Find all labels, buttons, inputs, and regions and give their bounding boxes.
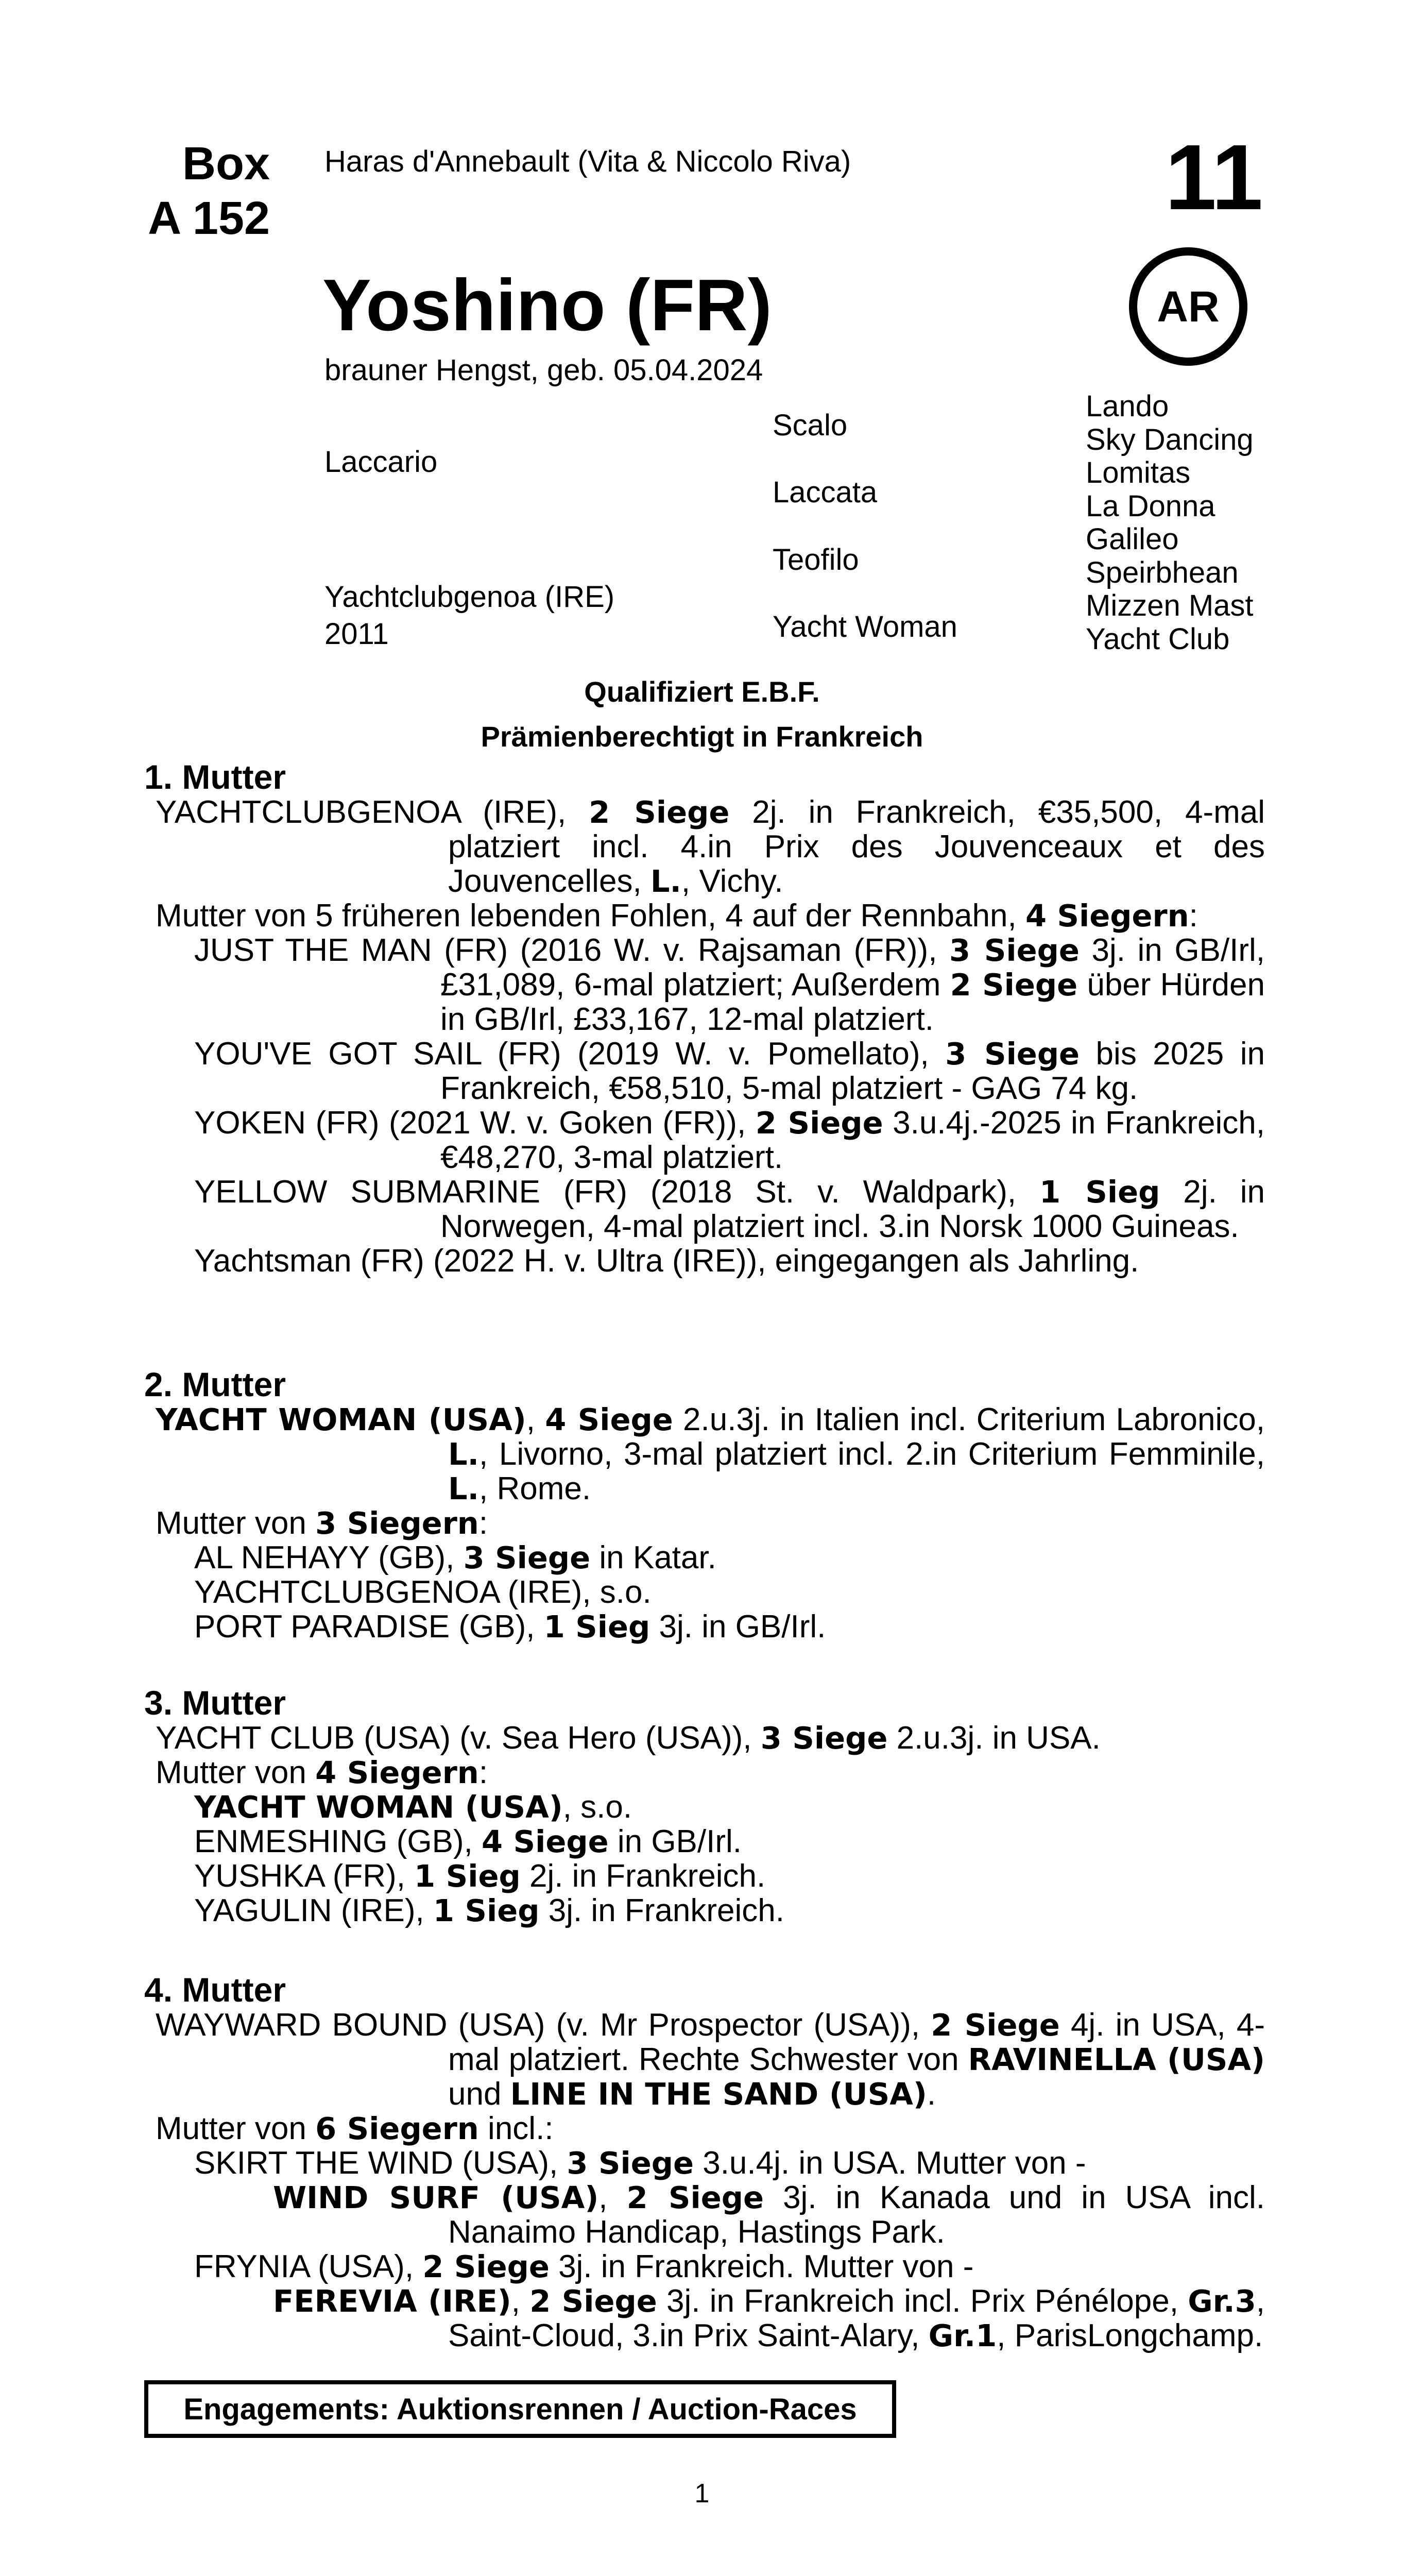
section-heading: 3. Mutter (144, 1684, 286, 1722)
offspring-entry: YOU'VE GOT SAIL (FR) (2019 W. v. Pomellato), 3 Siege bis 2025 in Frankreich, €58,510, 5-mal platziert - GAG 74 kg. (194, 1036, 1265, 1106)
grand-offspring-entry: WIND SURF (USA), 2 Siege 3j. in Kanada und in USA incl. Nanaimo Handicap, Hastings Park. (273, 2180, 1265, 2250)
grand-offspring-entry: FEREVIA (IRE), 2 Siege 3j. in Frankreich incl. Prix Pénélope, Gr.3, Saint-Cloud, 3.in Prix Saint-Alary, Gr.1, ParisLongchamp. (273, 2283, 1265, 2353)
horse-description: brauner Hengst, geb. 05.04.2024 (324, 353, 763, 387)
box-line1: Box (182, 138, 270, 190)
offspring-entry: PORT PARADISE (GB), 1 Sieg 3j. in GB/Irl. (194, 1609, 826, 1645)
pedigree-dam: Yachtclubgenoa (IRE) (324, 580, 615, 614)
section-2-mutter (144, 1366, 1265, 1644)
ggp-7: Mizzen Mast (1086, 589, 1254, 622)
offspring-entry: YAGULIN (IRE), 1 Sieg 3j. in Frankreich. (194, 1893, 784, 1928)
ggp-2: Sky Dancing (1086, 422, 1254, 456)
ggp-4: La Donna (1086, 489, 1215, 523)
breeder: Haras d'Annebault (Vita & Niccolo Riva) (324, 145, 851, 178)
ar-badge-label: AR (1157, 282, 1220, 331)
offspring-entry: YOKEN (FR) (2021 W. v. Goken (FR)), 2 Siege 3.u.4j.-2025 in Frankreich, €48,270, 3-mal platziert. (194, 1105, 1265, 1175)
section-3-mutter (144, 1685, 1265, 1928)
section-heading: 4. Mutter (144, 1971, 286, 2009)
engagements-text: Engagements: Auktionsrennen / Auction-Races (183, 2392, 857, 2426)
produce-summary: Mutter von 5 früheren lebenden Fohlen, 4 auf der Rennbahn, 4 Siegern: (156, 898, 1198, 934)
lot-number: 11 (1165, 126, 1263, 229)
pedigree-dam-sire: Teofilo (773, 543, 859, 577)
ggp-6: Speirbhean (1086, 555, 1239, 589)
offspring-entry: Yachtsman (FR) (2022 H. v. Ultra (IRE)), eingegangen als Jahrling. (194, 1243, 1139, 1279)
pedigree-sire-dam: Laccata (773, 476, 878, 509)
qualification-premium: Prämienberechtigt in Frankreich (481, 720, 923, 753)
section-1-mutter (144, 759, 1265, 1278)
dam-entry: YACHT WOMAN (USA), 4 Siege 2.u.3j. in Italien incl. Criterium Labronico, L., Livorno, 3-mal platziert incl. 2.in Criterium Femminile, L., Rome. (156, 1402, 1265, 1506)
pedigree-great-grandparents (1086, 390, 1374, 656)
engagements-box (144, 2380, 896, 2438)
offspring-entry: JUST THE MAN (FR) (2016 W. v. Rajsaman (FR)), 3 Siege 3j. in GB/Irl, £31,089, 6-mal platziert; Außerdem 2 Siege über Hürden in GB/Irl, £33,167, 12-mal platziert. (194, 933, 1265, 1037)
section-heading: 1. Mutter (144, 758, 286, 796)
offspring-entry: AL NEHAYY (GB), 3 Siege in Katar. (194, 1540, 716, 1575)
page-number: 1 (694, 2479, 710, 2509)
offspring-entry: ENMESHING (GB), 4 Siege in GB/Irl. (194, 1824, 742, 1859)
dam-entry: YACHT CLUB (USA) (v. Sea Hero (USA)), 3 Siege 2.u.3j. in USA. (156, 1720, 1101, 1756)
offspring-entry: FRYNIA (USA), 2 Siege 3j. in Frankreich. Mutter von - (194, 2249, 974, 2284)
ggp-8: Yacht Club (1086, 622, 1230, 656)
ar-badge (1129, 247, 1247, 366)
produce-summary: Mutter von 4 Siegern: (156, 1755, 488, 1790)
offspring-entry: SKIRT THE WIND (USA), 3 Siege 3.u.4j. in USA. Mutter von - (194, 2145, 1086, 2181)
ggp-5: Galileo (1086, 522, 1179, 556)
offspring-entry: YELLOW SUBMARINE (FR) (2018 St. v. Waldpark), 1 Sieg 2j. in Norwegen, 4-mal platziert incl. 3.in Norsk 1000 Guineas. (194, 1174, 1265, 1244)
qualification-ebf: Qualifiziert E.B.F. (584, 675, 820, 708)
section-heading: 2. Mutter (144, 1365, 286, 1403)
produce-summary: Mutter von 6 Siegern incl.: (156, 2111, 554, 2146)
pedigree-dam-year: 2011 (324, 617, 389, 651)
box-label (136, 137, 270, 246)
ggp-3: Lomitas (1086, 456, 1191, 489)
dam-entry: YACHTCLUBGENOA (IRE), 2 Siege 2j. in Frankreich, €35,500, 4-mal platziert incl. 4.in Prix des Jouvenceaux et des Jouvencelles, L., Vichy. (156, 794, 1265, 899)
offspring-entry: YACHT WOMAN (USA), s.o. (194, 1789, 632, 1825)
dam-entry: WAYWARD BOUND (USA) (v. Mr Prospector (USA)), 2 Siege 4j. in USA, 4-mal platziert. Rechte Schwester von RAVINELLA (USA) und LINE IN THE SAND (USA). (156, 2007, 1265, 2112)
pedigree-sire-sire: Scalo (773, 409, 848, 442)
horse-name: Yoshino (FR) (322, 264, 772, 346)
pedigree-sire: Laccario (324, 445, 438, 479)
pedigree-dam-dam: Yacht Woman (773, 610, 957, 643)
offspring-entry: YACHTCLUBGENOA (IRE), s.o. (194, 1574, 652, 1610)
section-4-mutter (144, 1972, 1265, 2353)
box-number: A 152 (148, 193, 270, 244)
ggp-1: Lando (1086, 389, 1169, 423)
produce-summary: Mutter von 3 Siegern: (156, 1505, 488, 1541)
offspring-entry: YUSHKA (FR), 1 Sieg 2j. in Frankreich. (194, 1858, 766, 1894)
